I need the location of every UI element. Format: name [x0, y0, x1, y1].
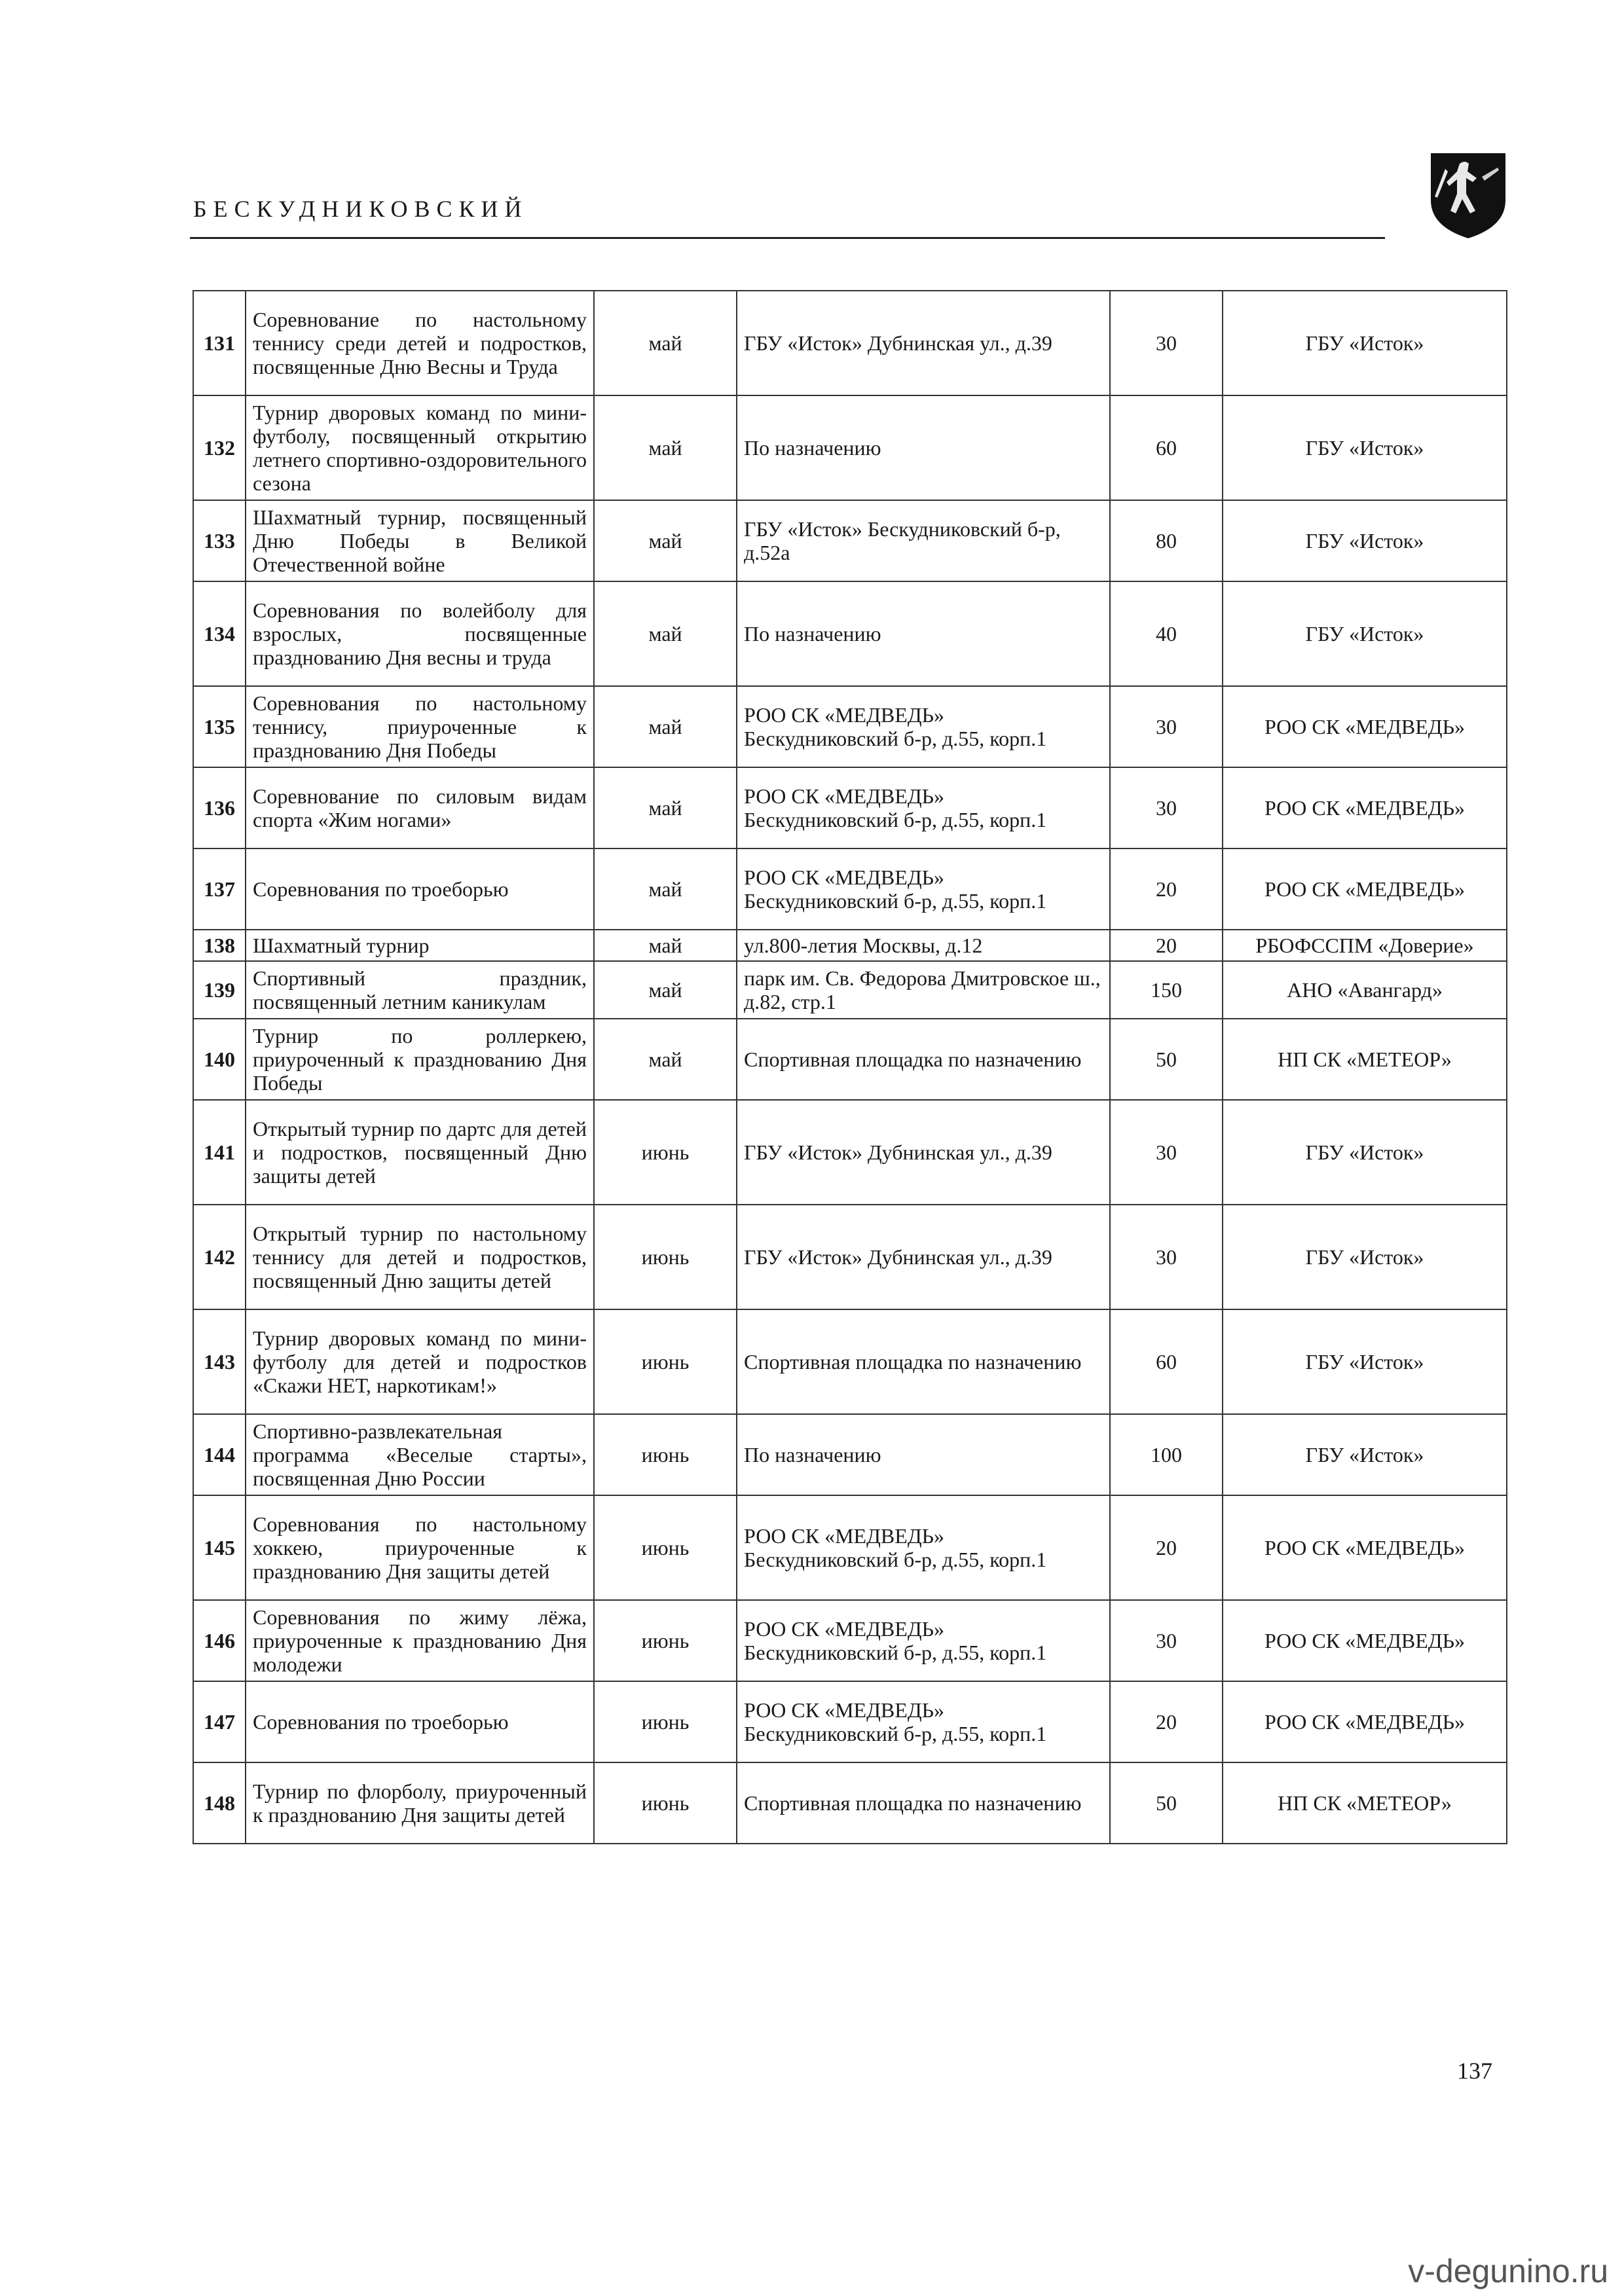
- event-place: РОО СК «МЕДВЕДЬ» Бескудниковский б-р, д.55, корп.1: [737, 1600, 1110, 1681]
- event-month: май: [594, 767, 737, 848]
- event-place: РОО СК «МЕДВЕДЬ» Бескудниковский б-р, д.55, корп.1: [737, 1495, 1110, 1600]
- event-name: Соревнования по волейболу для взрослых, посвященные празднованию Дня весны и труда: [246, 581, 594, 686]
- event-month: май: [594, 291, 737, 395]
- table-row: [193, 1019, 1507, 1100]
- organizer: РОО СК «МЕДВЕДЬ»: [1223, 1681, 1507, 1762]
- participant-count: 60: [1110, 1309, 1223, 1414]
- row-number: 133: [193, 500, 246, 581]
- table-row: [193, 1414, 1507, 1495]
- event-place: Спортивная площадка по назначению: [737, 1019, 1110, 1100]
- event-name: Турнир по флорболу, приуроченный к празднованию Дня защиты детей: [246, 1762, 594, 1844]
- events-table: [193, 290, 1507, 1844]
- event-place: Спортивная площадка по назначению: [737, 1309, 1110, 1414]
- table-row: [193, 767, 1507, 848]
- participant-count: 80: [1110, 500, 1223, 581]
- row-number: 137: [193, 848, 246, 930]
- event-place: РОО СК «МЕДВЕДЬ» Бескудниковский б-р, д.55, корп.1: [737, 1681, 1110, 1762]
- table-row: [193, 291, 1507, 395]
- organizer: РОО СК «МЕДВЕДЬ»: [1223, 767, 1507, 848]
- event-month: июнь: [594, 1600, 737, 1681]
- event-month: июнь: [594, 1309, 737, 1414]
- organizer: ГБУ «Исток»: [1223, 1100, 1507, 1205]
- event-month: май: [594, 848, 737, 930]
- participant-count: 30: [1110, 686, 1223, 767]
- event-name: Соревнования по настольному теннису, приуроченные к празднованию Дня Победы: [246, 686, 594, 767]
- row-number: 140: [193, 1019, 246, 1100]
- participant-count: 50: [1110, 1019, 1223, 1100]
- table-row: [193, 1762, 1507, 1844]
- event-month: май: [594, 581, 737, 686]
- event-name: Соревнования по настольному хоккею, приуроченные к празднованию Дня защиты детей: [246, 1495, 594, 1600]
- event-month: июнь: [594, 1762, 737, 1844]
- event-name: Открытый турнир по настольному теннису для детей и подростков, посвященный Дню защиты детей: [246, 1205, 594, 1309]
- participant-count: 60: [1110, 395, 1223, 500]
- participant-count: 30: [1110, 1100, 1223, 1205]
- table-row: [193, 1681, 1507, 1762]
- event-month: май: [594, 395, 737, 500]
- row-number: 135: [193, 686, 246, 767]
- table-row: [193, 848, 1507, 930]
- table-row: [193, 686, 1507, 767]
- table-row: [193, 1600, 1507, 1681]
- event-name: Соревнование по силовым видам спорта «Жим ногами»: [246, 767, 594, 848]
- event-month: май: [594, 500, 737, 581]
- event-name: Открытый турнир по дартс для детей и подростков, посвященный Дню защиты детей: [246, 1100, 594, 1205]
- event-name: Спортивно-развлекательная программа «Веселые старты», посвященная Дню России: [246, 1414, 594, 1495]
- event-month: июнь: [594, 1414, 737, 1495]
- organizer: НП СК «МЕТЕОР»: [1223, 1762, 1507, 1844]
- coat-of-arms-icon: [1426, 149, 1511, 241]
- row-number: 134: [193, 581, 246, 686]
- table-row: [193, 581, 1507, 686]
- participant-count: 30: [1110, 1600, 1223, 1681]
- organizer: ГБУ «Исток»: [1223, 1414, 1507, 1495]
- organizer: РБОФССПМ «Доверие»: [1223, 930, 1507, 961]
- participant-count: 40: [1110, 581, 1223, 686]
- organizer: РОО СК «МЕДВЕДЬ»: [1223, 686, 1507, 767]
- event-place: РОО СК «МЕДВЕДЬ» Бескудниковский б-р, д.55, корп.1: [737, 686, 1110, 767]
- participant-count: 30: [1110, 767, 1223, 848]
- event-month: май: [594, 686, 737, 767]
- row-number: 131: [193, 291, 246, 395]
- table-row: [193, 1309, 1507, 1414]
- table-row: [193, 930, 1507, 961]
- event-name: Турнир по роллеркею, приуроченный к празднованию Дня Победы: [246, 1019, 594, 1100]
- event-month: июнь: [594, 1681, 737, 1762]
- event-month: май: [594, 961, 737, 1019]
- organizer: ГБУ «Исток»: [1223, 291, 1507, 395]
- event-place: ГБУ «Исток» Дубнинская ул., д.39: [737, 1205, 1110, 1309]
- organizer: РОО СК «МЕДВЕДЬ»: [1223, 1600, 1507, 1681]
- event-place: По назначению: [737, 1414, 1110, 1495]
- event-month: июнь: [594, 1100, 737, 1205]
- row-number: 148: [193, 1762, 246, 1844]
- table-row: [193, 500, 1507, 581]
- page-number: 137: [1457, 2058, 1492, 2084]
- participant-count: 20: [1110, 930, 1223, 961]
- participant-count: 50: [1110, 1762, 1223, 1844]
- event-month: июнь: [594, 1205, 737, 1309]
- participant-count: 30: [1110, 1205, 1223, 1309]
- event-place: парк им. Св. Федорова Дмитровское ш., д.82, стр.1: [737, 961, 1110, 1019]
- organizer: ГБУ «Исток»: [1223, 395, 1507, 500]
- table-row: [193, 1495, 1507, 1600]
- event-name: Соревнования по троеборью: [246, 1681, 594, 1762]
- row-number: 147: [193, 1681, 246, 1762]
- participant-count: 20: [1110, 848, 1223, 930]
- organizer: НП СК «МЕТЕОР»: [1223, 1019, 1507, 1100]
- participant-count: 20: [1110, 1495, 1223, 1600]
- row-number: 146: [193, 1600, 246, 1681]
- event-place: РОО СК «МЕДВЕДЬ» Бескудниковский б-р, д.55, корп.1: [737, 848, 1110, 930]
- row-number: 142: [193, 1205, 246, 1309]
- site-watermark: v-degunino.ru: [1408, 2253, 1608, 2289]
- organizer: АНО «Авангард»: [1223, 961, 1507, 1019]
- event-month: май: [594, 1019, 737, 1100]
- row-number: 141: [193, 1100, 246, 1205]
- organizer: РОО СК «МЕДВЕДЬ»: [1223, 848, 1507, 930]
- event-name: Соревнование по настольному теннису среди детей и подростков, посвященные Дню Весны и Труда: [246, 291, 594, 395]
- organizer: ГБУ «Исток»: [1223, 1309, 1507, 1414]
- event-month: май: [594, 930, 737, 961]
- event-place: Спортивная площадка по назначению: [737, 1762, 1110, 1844]
- participant-count: 150: [1110, 961, 1223, 1019]
- row-number: 145: [193, 1495, 246, 1600]
- row-number: 132: [193, 395, 246, 500]
- table-row: [193, 961, 1507, 1019]
- row-number: 144: [193, 1414, 246, 1495]
- row-number: 143: [193, 1309, 246, 1414]
- event-name: Шахматный турнир, посвященный Дню Победы в Великой Отечественной войне: [246, 500, 594, 581]
- event-name: Шахматный турнир: [246, 930, 594, 961]
- event-name: Спортивный праздник, посвященный летним каникулам: [246, 961, 594, 1019]
- event-place: РОО СК «МЕДВЕДЬ» Бескудниковский б-р, д.55, корп.1: [737, 767, 1110, 848]
- participant-count: 20: [1110, 1681, 1223, 1762]
- participant-count: 100: [1110, 1414, 1223, 1495]
- organizer: РОО СК «МЕДВЕДЬ»: [1223, 1495, 1507, 1600]
- event-name: Соревнования по троеборью: [246, 848, 594, 930]
- event-name: Турнир дворовых команд по мини-футболу, посвященный открытию летнего спортивно-оздоровительного сезона: [246, 395, 594, 500]
- event-place: ГБУ «Исток» Дубнинская ул., д.39: [737, 1100, 1110, 1205]
- event-place: ул.800-летия Москвы, д.12: [737, 930, 1110, 961]
- participant-count: 30: [1110, 291, 1223, 395]
- organizer: ГБУ «Исток»: [1223, 1205, 1507, 1309]
- organizer: ГБУ «Исток»: [1223, 500, 1507, 581]
- header-rule: [190, 237, 1385, 239]
- row-number: 136: [193, 767, 246, 848]
- event-name: Соревнования по жиму лёжа, приуроченные к празднованию Дня молодежи: [246, 1600, 594, 1681]
- table-row: [193, 395, 1507, 500]
- page-header-title: БЕСКУДНИКОВСКИЙ: [193, 196, 528, 222]
- event-month: июнь: [594, 1495, 737, 1600]
- table-row: [193, 1100, 1507, 1205]
- event-place: ГБУ «Исток» Дубнинская ул., д.39: [737, 291, 1110, 395]
- event-place: По назначению: [737, 395, 1110, 500]
- row-number: 139: [193, 961, 246, 1019]
- event-name: Турнир дворовых команд по мини-футболу для детей и подростков «Скажи НЕТ, наркотикам!»: [246, 1309, 594, 1414]
- event-place: По назначению: [737, 581, 1110, 686]
- table-row: [193, 1205, 1507, 1309]
- organizer: ГБУ «Исток»: [1223, 581, 1507, 686]
- event-place: ГБУ «Исток» Бескудниковский б-р, д.52а: [737, 500, 1110, 581]
- row-number: 138: [193, 930, 246, 961]
